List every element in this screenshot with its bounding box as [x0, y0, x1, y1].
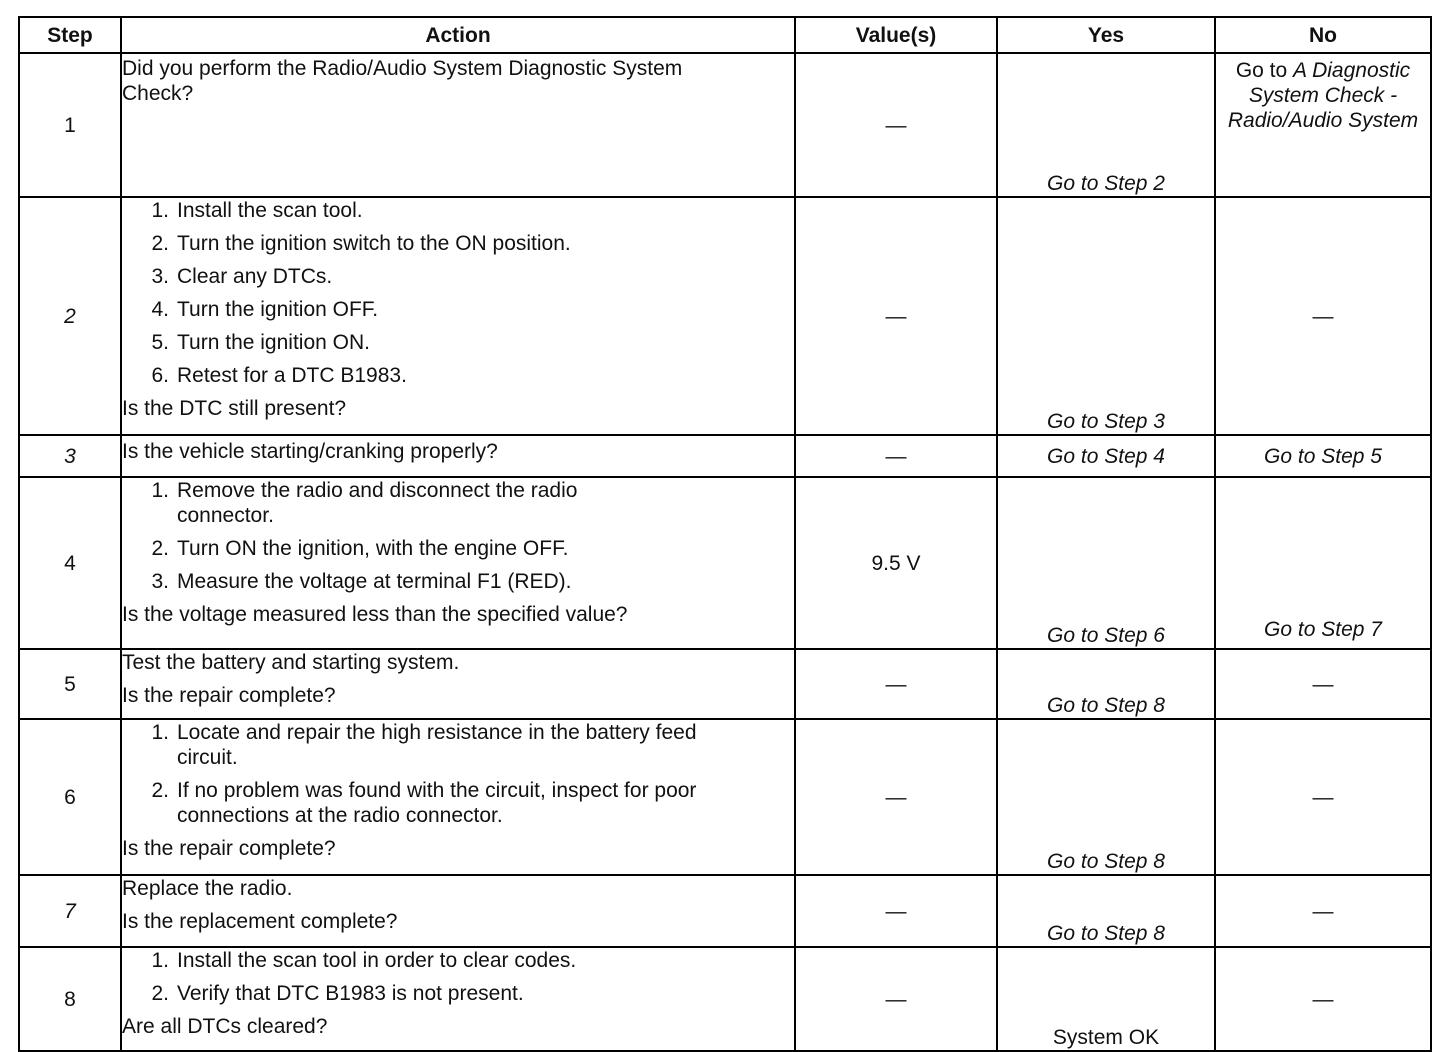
step-number: 6	[19, 719, 121, 875]
no-cell: —	[1215, 649, 1431, 719]
table-row	[19, 197, 1431, 435]
table-row	[19, 477, 1431, 649]
table-row	[19, 947, 1431, 1051]
value-cell: —	[795, 197, 997, 435]
value-cell: —	[795, 719, 997, 875]
table-row	[19, 875, 1431, 947]
list-item	[122, 948, 794, 973]
list-text: Turn the ignition ON.	[177, 331, 370, 354]
list-number: 3.	[151, 570, 169, 593]
action-cell	[121, 875, 795, 947]
list-item	[122, 363, 794, 388]
list-text: Remove the radio and disconnect the radio connector.	[177, 479, 578, 527]
yes-cell: Go to Step 4	[997, 435, 1215, 477]
list-text: Turn the ignition switch to the ON position.	[177, 232, 571, 255]
action-question: Are all DTCs cleared?	[122, 1015, 328, 1038]
action-steps	[122, 948, 794, 1006]
value-cell: —	[795, 875, 997, 947]
no-reference: A Diagnostic System Check - Radio/Audio System	[1227, 59, 1419, 132]
no-cell: —	[1215, 875, 1431, 947]
list-number: 6.	[151, 364, 169, 387]
value-cell: —	[795, 947, 997, 1051]
action-question: Is the voltage measured less than the specified value?	[122, 603, 628, 626]
action-cell	[121, 435, 795, 477]
list-text: Verify that DTC B1983 is not present.	[177, 982, 524, 1005]
list-item	[122, 778, 794, 828]
list-item	[122, 981, 794, 1006]
table-row	[19, 53, 1431, 197]
no-cell: Go to Step 7	[1215, 477, 1431, 649]
action-question: Is the vehicle starting/cranking properly?	[122, 440, 498, 463]
list-number: 2.	[151, 537, 169, 560]
list-number: 5.	[151, 331, 169, 354]
list-text: Clear any DTCs.	[177, 265, 333, 288]
step-number: 2	[19, 197, 121, 435]
step-number: 7	[19, 875, 121, 947]
action-cell	[121, 53, 795, 197]
no-cell: —	[1215, 197, 1431, 435]
list-item	[122, 231, 794, 256]
value-cell: —	[795, 435, 997, 477]
list-text: Measure the voltage at terminal F1 (RED).	[177, 570, 572, 593]
list-item	[122, 478, 794, 528]
list-number: 2.	[151, 232, 169, 255]
list-number: 3.	[151, 265, 169, 288]
list-number: 1.	[151, 949, 169, 972]
step-number: 1	[19, 53, 121, 197]
action-question: Did you perform the Radio/Audio System Diagnostic System Check?	[122, 57, 683, 105]
step-number: 3	[19, 435, 121, 477]
list-item	[122, 198, 794, 223]
list-item	[122, 330, 794, 355]
action-cell	[121, 947, 795, 1051]
action-text: Replace the radio.	[122, 877, 293, 900]
yes-cell: System OK	[997, 947, 1215, 1051]
no-cell: Go to Step 5	[1215, 435, 1431, 477]
table-row	[19, 435, 1431, 477]
step-number: 8	[19, 947, 121, 1051]
list-text: Turn the ignition OFF.	[177, 298, 379, 321]
header-action: Action	[121, 17, 795, 53]
action-question: Is the repair complete?	[122, 684, 336, 707]
list-text: Install the scan tool in order to clear codes.	[177, 949, 577, 972]
action-text: Test the battery and starting system.	[122, 651, 460, 674]
diagnostic-table	[18, 16, 1432, 1052]
yes-cell: Go to Step 3	[997, 197, 1215, 435]
value-cell: —	[795, 53, 997, 197]
action-steps	[122, 198, 794, 388]
action-cell	[121, 719, 795, 875]
step-number: 4	[19, 477, 121, 649]
header-yes: Yes	[997, 17, 1215, 53]
action-question: Is the replacement complete?	[122, 910, 398, 933]
no-cell	[1215, 53, 1431, 197]
list-text: Retest for a DTC B1983.	[177, 364, 407, 387]
list-number: 2.	[151, 779, 169, 802]
action-cell	[121, 197, 795, 435]
list-text: Install the scan tool.	[177, 199, 363, 222]
value-cell: 9.5 V	[795, 477, 997, 649]
header-row	[19, 17, 1431, 53]
value-cell: —	[795, 649, 997, 719]
list-item	[122, 297, 794, 322]
list-number: 4.	[151, 298, 169, 321]
list-item	[122, 264, 794, 289]
list-number: 1.	[151, 199, 169, 222]
no-cell: —	[1215, 947, 1431, 1051]
yes-cell: Go to Step 8	[997, 875, 1215, 947]
action-steps	[122, 720, 794, 828]
yes-cell: Go to Step 6	[997, 477, 1215, 649]
action-cell	[121, 649, 795, 719]
list-text: Locate and repair the high resistance in the battery feed circuit.	[177, 721, 697, 769]
list-number: 1.	[151, 721, 169, 744]
action-question: Is the repair complete?	[122, 837, 336, 860]
header-no: No	[1215, 17, 1431, 53]
list-item	[122, 569, 794, 594]
table-row	[19, 649, 1431, 719]
yes-cell: Go to Step 8	[997, 719, 1215, 875]
action-steps	[122, 478, 794, 594]
action-cell	[121, 477, 795, 649]
action-question: Is the DTC still present?	[122, 397, 347, 420]
list-item	[122, 536, 794, 561]
header-step: Step	[19, 17, 121, 53]
table-row	[19, 719, 1431, 875]
list-number: 1.	[151, 479, 169, 502]
list-item	[122, 720, 794, 770]
step-number: 5	[19, 649, 121, 719]
yes-cell: Go to Step 8	[997, 649, 1215, 719]
yes-cell: Go to Step 2	[997, 53, 1215, 197]
no-prefix: Go to	[1235, 59, 1294, 82]
list-text: If no problem was found with the circuit, inspect for poor connections at the radio connector.	[177, 779, 697, 827]
header-values: Value(s)	[795, 17, 997, 53]
no-cell: —	[1215, 719, 1431, 875]
list-number: 2.	[151, 982, 169, 1005]
list-text: Turn ON the ignition, with the engine OFF.	[177, 537, 569, 560]
